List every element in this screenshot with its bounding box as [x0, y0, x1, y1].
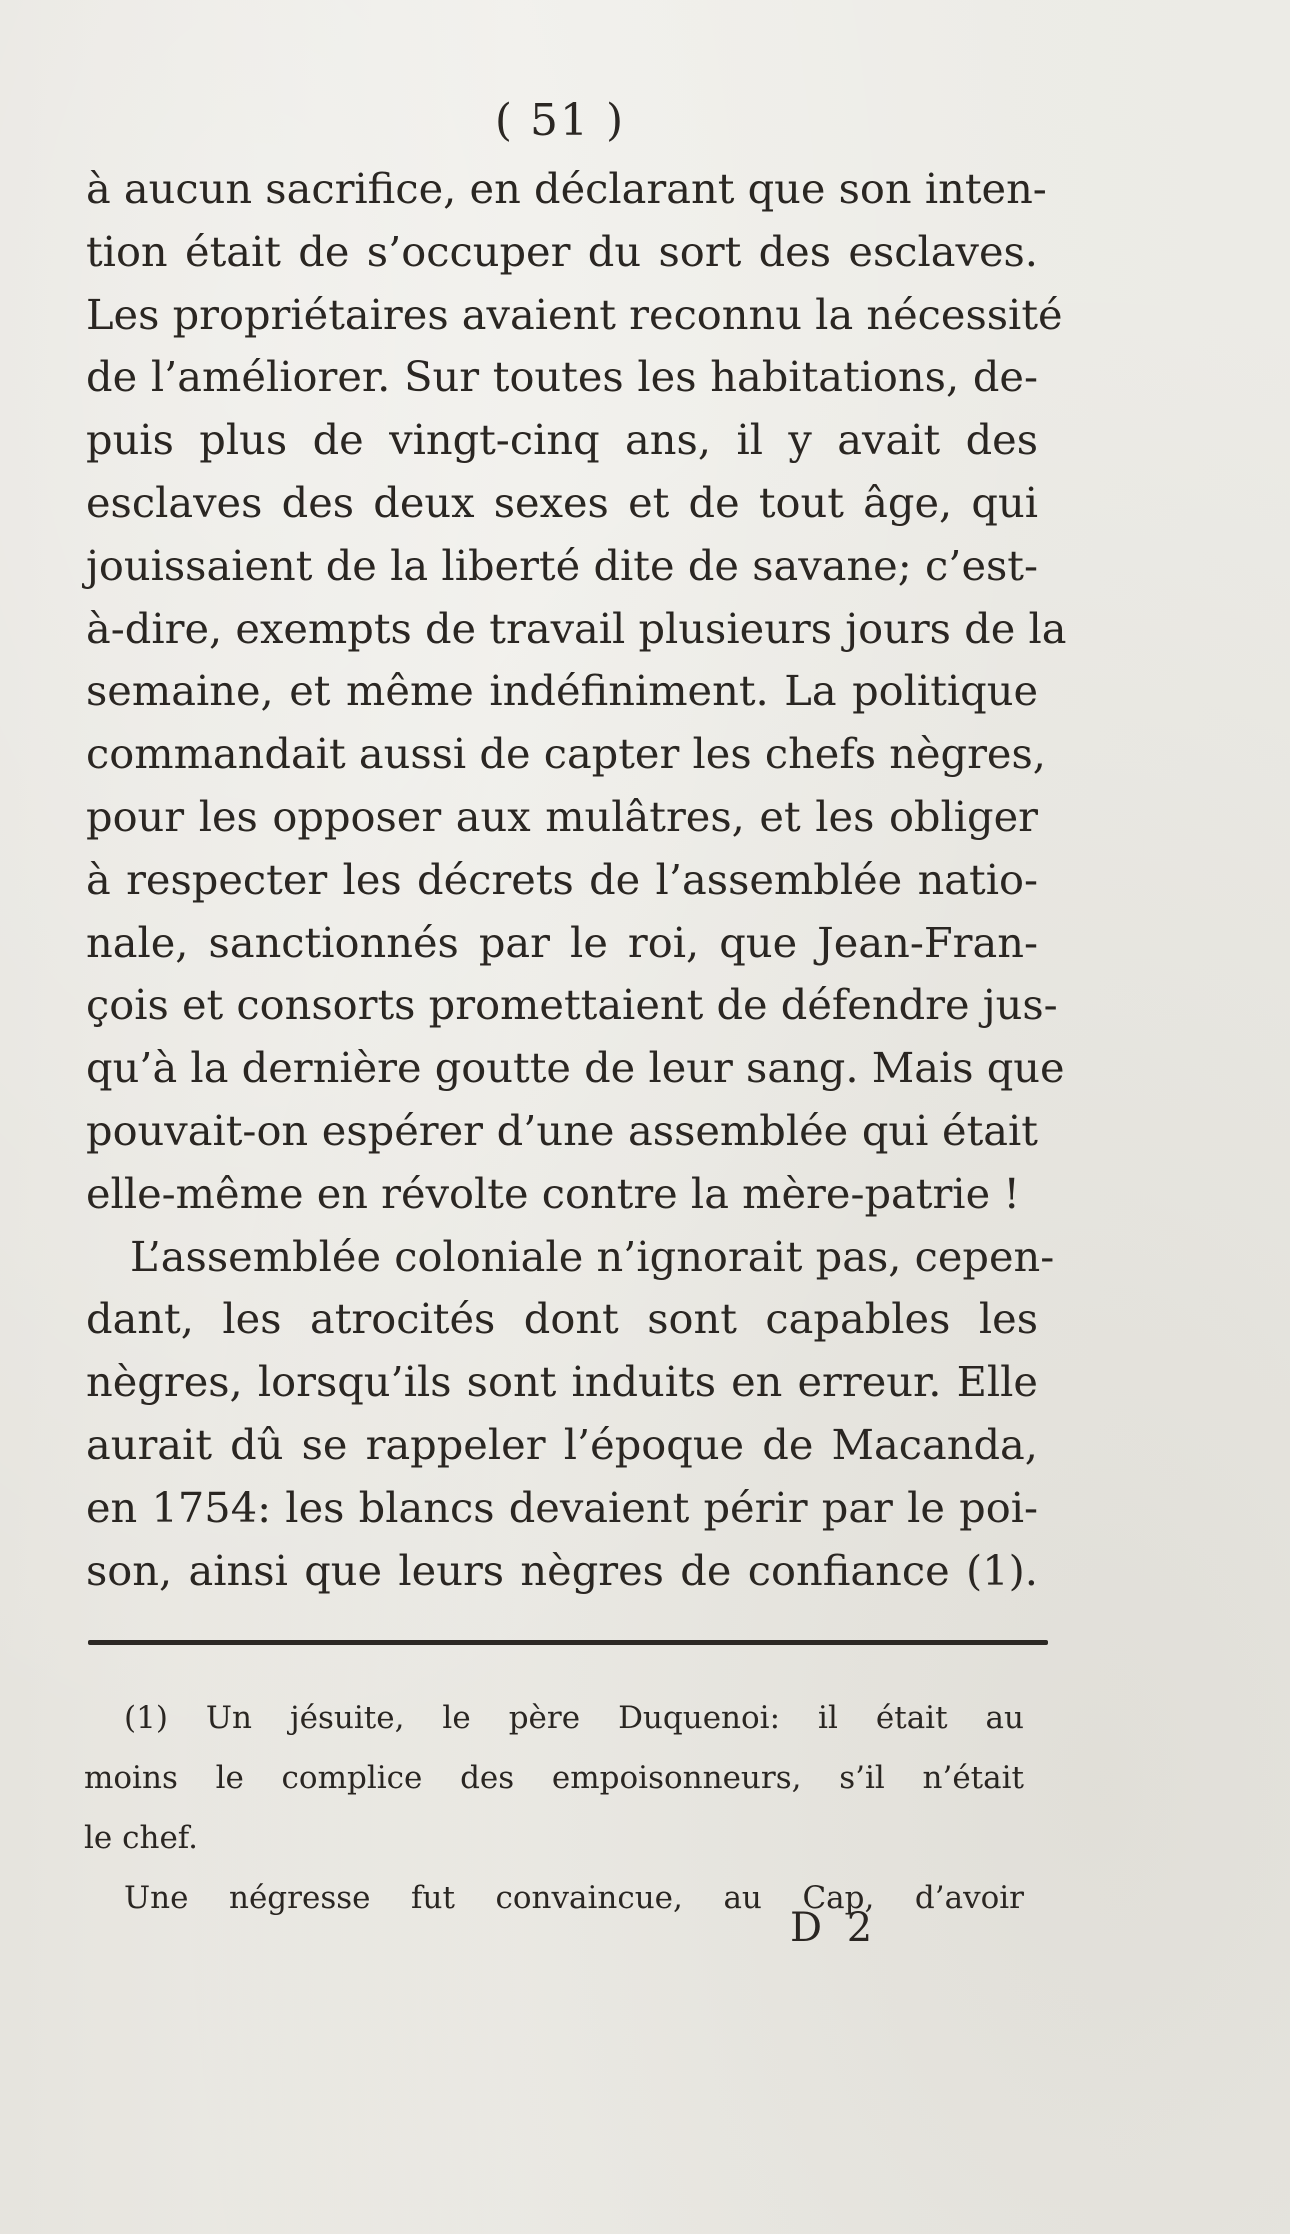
text-line-18: L’assemblée coloniale n’ignorait pas, cepen- [130, 1231, 1055, 1281]
text-line-15: qu’à la dernière goutte de leur sang. Mais que [86, 1043, 1065, 1093]
text-line-22: en 1754: les blancs devaient périr par le poi- [86, 1482, 1038, 1532]
text-line-14: çois et consorts promettaient de défendre jus- [86, 980, 1058, 1030]
text-line-11: pour les opposer aux mulâtres, et les obliger [86, 791, 1038, 841]
text-line-13: nale, sanctionnés par le roi, que Jean-Fran- [86, 917, 1038, 967]
text-line-12: à respecter les décrets de l’assemblée natio- [86, 854, 1038, 904]
footnote-line-1: (1) Un jésuite, le père Duquenoi: il était au [124, 1700, 1024, 1736]
text-line-19: dant, les atrocités dont sont capables les [86, 1294, 1038, 1344]
text-line-21: aurait dû se rappeler l’époque de Macanda, [86, 1419, 1038, 1469]
text-line-3: Les propriétaires avaient reconnu la nécessité [86, 289, 1063, 339]
page-number: ( 51 ) [494, 95, 626, 146]
text-line-9: semaine, et même indéfiniment. La politique [86, 666, 1038, 716]
text-line-1: à aucun sacrifice, en déclarant que son inten- [86, 164, 1047, 213]
signature-mark: D 2 [790, 1905, 879, 1951]
footnote-line-4: Une négresse fut convaincue, au Cap, d’avoir [124, 1880, 1024, 1916]
text-line-4: de l’améliorer. Sur toutes les habitations, de- [86, 352, 1038, 402]
footnotes [84, 1688, 1024, 1928]
text-line-20: nègres, lorsqu’ils sont induits en erreur. Elle [86, 1357, 1038, 1407]
footnote-line-2: moins le complice des empoisonneurs, s’il n’était [84, 1760, 1024, 1796]
text-line-8: à-dire, exempts de travail plusieurs jours de la [86, 603, 1067, 653]
main-text [86, 158, 1067, 1602]
text-line-16: pouvait-on espérer d’une assemblée qui était [86, 1105, 1038, 1155]
text-line-17: elle-même en révolte contre la mère-patrie ! [86, 1168, 1020, 1218]
text-line-10: commandait aussi de capter les chefs nègres, [86, 729, 1046, 779]
footnote-line-3: le chef. [84, 1820, 199, 1856]
text-line-6: esclaves des deux sexes et de tout âge, qui [86, 477, 1038, 527]
text-line-2: tion était de s’occuper du sort des esclaves. [86, 226, 1038, 276]
footnote-separator-rule [88, 1640, 1048, 1645]
text-line-5: puis plus de vingt-cinq ans, il y avait des [86, 415, 1038, 465]
text-line-7: jouissaient de la liberté dite de savane; c’est- [86, 540, 1038, 590]
text-line-23: son, ainsi que leurs nègres de confiance (1). [86, 1545, 1038, 1595]
